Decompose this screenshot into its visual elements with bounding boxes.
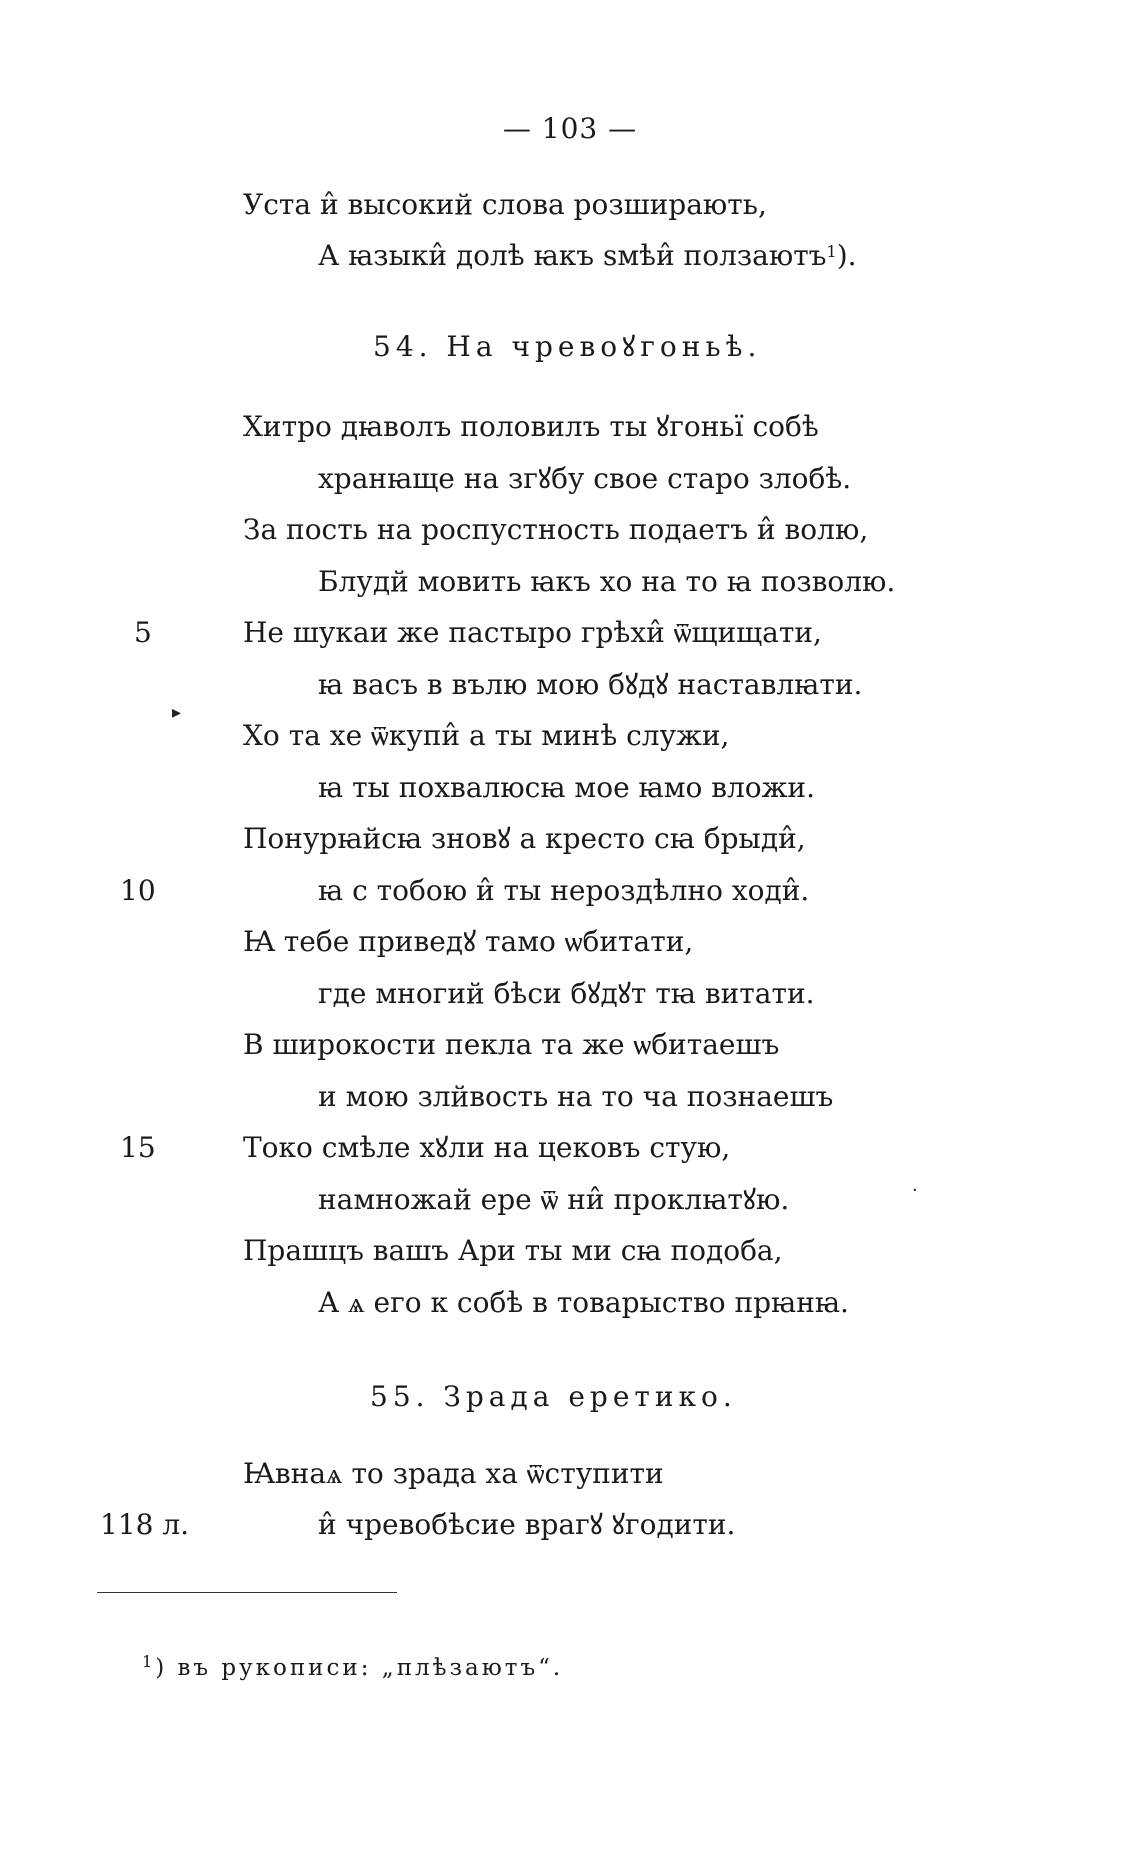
folio-note: 118 л.	[100, 1508, 190, 1541]
verse-line: где многий бѣси бꙋдꙋт тꙗ витати.	[318, 977, 815, 1010]
verse-line: и̂ чревобѣсие врагꙋ ꙋгодити.	[318, 1508, 736, 1541]
verse-text: А ꙗзыки̂ долѣ ꙗкъ ѕмѣи̂ ползаютъ	[318, 239, 827, 272]
verse-line: Уста и̂ высокий слова розширають,	[243, 188, 767, 221]
verse-line: Ꙗ тебе приведꙋ тамо ѡбитати,	[243, 925, 694, 958]
verse-line: Понурꙗйсꙗ зновꙋ а кресто сꙗ брыди̂,	[243, 822, 806, 855]
footnote-marker: 1	[142, 1652, 156, 1671]
verse-line: В широкости пекла та же ѡбитаешъ	[243, 1028, 780, 1061]
page-number: — 103 —	[502, 112, 638, 145]
verse-line: намножай ере ѿ ни̂ проклꙗтꙋю.	[318, 1183, 790, 1216]
verse-line: ꙗ ты похвалюсꙗ мое ꙗмо вложи.	[318, 771, 815, 804]
line-number: 15	[120, 1131, 156, 1164]
verse-line: А ѧ его к собѣ в товарыство прꙗнꙗ.	[318, 1286, 849, 1319]
verse-line: хранꙗще на згꙋбу свое старо злобѣ.	[318, 462, 852, 495]
verse-line: За пость на роспустность подаетъ и̂ волю,	[243, 513, 869, 546]
scan-speck: ·	[912, 1180, 918, 1201]
verse-text-end: ).	[836, 239, 857, 272]
section-heading: 54. На чревоꙋгоньѣ.	[373, 330, 762, 363]
verse-line: Не шукаи же пастыро грѣхи̂ ѿщищати,	[243, 616, 822, 649]
verse-line: Прашцъ вашъ Ари ты ми сꙗ подоба,	[243, 1234, 783, 1267]
line-number: 10	[120, 874, 156, 907]
verse-line: Хитро дꙗволъ половилъ ты ꙋгоньї собѣ	[243, 410, 819, 443]
verse-line: ꙗ с тобою и̂ ты нероздѣлно ходи̂.	[318, 874, 810, 907]
scan-speck: ▸	[172, 702, 182, 723]
footnote-text: ) въ рукописи: „плѣзаютъ“.	[155, 1655, 564, 1681]
footnote	[142, 1652, 564, 1681]
footnote-rule	[97, 1592, 397, 1593]
verse-line: ꙗ васъ в вълю мою бꙋдꙋ наставлꙗти.	[318, 668, 863, 701]
footnote-marker: 1	[826, 242, 837, 261]
verse-line	[318, 239, 857, 277]
verse-line: и мою злйвость на то ча познаешъ	[318, 1080, 834, 1113]
verse-line: Токо смѣле хꙋли на цековъ стую,	[243, 1131, 731, 1164]
line-number: 5	[134, 616, 152, 649]
section-heading: 55. Зрада еретико.	[370, 1380, 737, 1413]
verse-line: Блудй мовить ꙗкъ хо на то ꙗ позволю.	[318, 565, 896, 598]
verse-line: Хо та хе ѿкупи̂ а ты минѣ служи,	[243, 719, 730, 752]
verse-line: Ꙗвнаѧ то зрада ха ѿступити	[243, 1457, 664, 1490]
